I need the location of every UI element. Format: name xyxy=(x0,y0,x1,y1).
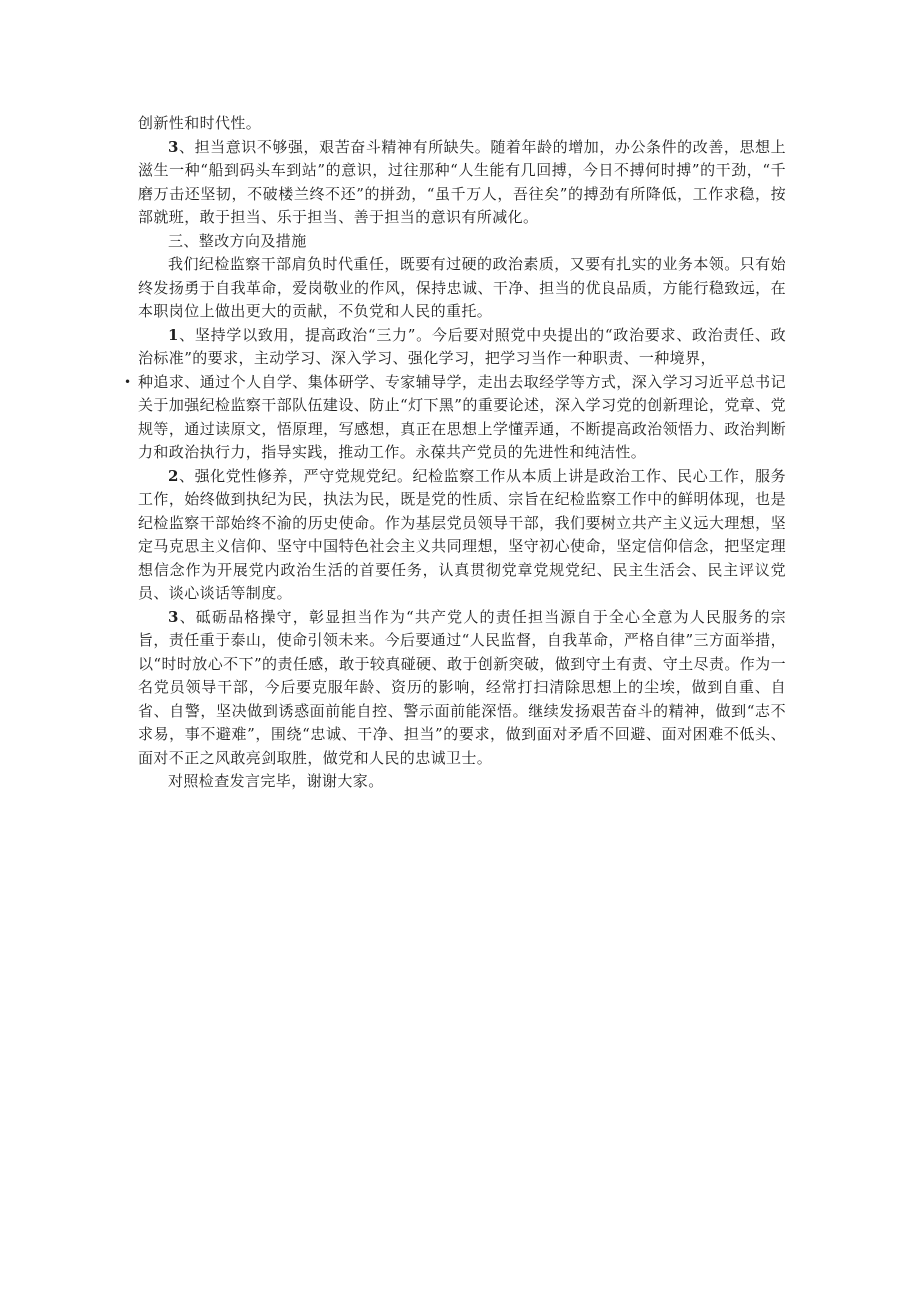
paragraph-issue-3 xyxy=(138,136,786,230)
paragraph-text: 创新性和时代性。 xyxy=(138,114,262,132)
paragraph-text: 、强化党性修养，严守党规党纪。纪检监察工作从本质上讲是政治工作、民心工作，服务工作，始终做到执纪为民，执法为民，既是党的性质、宗旨在纪检监察工作中的鲜明体现，也是纪检监察干部始终不渝的历史使命。作为基层党员领导干部，我们要树立共产主义远大理想，坚定马克思主义信仰、坚守中国特色社会主义共同理想，坚守初心使命，坚定信仰信念，把坚定理想信念作为开展党内政治生活的首要任务，认真贯彻党章党规党纪、民主生活会、民主评议党员、谈心谈话等制度。 xyxy=(138,466,786,602)
paragraph-text: 种追求、通过个人自学、集体研学、专家辅导学，走出去取经学等方式，深入学习习近平总书记关于加强纪检监察干部队伍建设、防止“灯下黑”的重要论述，深入学习党的创新理论，党章、党规等，通过读原文，悟原理，写感想，真正在思想上学懂弄通，不断提高政治领悟力、政治判断力和政治执行力，指导实践，推动工作。永葆共产党员的先进性和纯洁性。 xyxy=(138,372,786,461)
paragraph-text: 、砥砺品格操守，彰显担当作为“共产党人的责任担当源自于全心全意为人民服务的宗旨，责任重于泰山，使命引领未来。今后要通过“人民监督，自我革命，严格自律”三方面举措，以“时时放心不下”的责任感，敢于较真碰硬、敢于创新突破，做到守土有责、守土尽责。作为一名党员领导干部，今后要克服年龄、资历的影响，经常打扫清除思想上的尘埃，做到自重、自省、自警，坚决做到诱惑面前能自控、警示面前能深悟。继续发扬艰苦奋斗的精神，做到“志不求易，事不避难”，围绕“忠诚、干净、担当”的要求，做到面对矛盾不回避、面对困难不低头、面对不正之风敢亮剑取胜，做党和人民的忠诚卫士。 xyxy=(138,607,786,767)
item-number: 1 xyxy=(168,325,179,344)
paragraph-measure-2 xyxy=(138,465,786,606)
section-heading-3 xyxy=(138,230,786,254)
paragraph-intro xyxy=(138,253,786,324)
paragraph-text: 我们纪检监察干部肩负时代重任，既要有过硬的政治素质，又要有扎实的业务本领。只有始终发扬勇于自我革命，爱岗敬业的作风，保持忠诚、干净、担当的优良品质，方能行稳致远，在本职岗位上做出更大的贡献，不负党和人民的重托。 xyxy=(138,255,786,320)
paragraph-measure-1 xyxy=(138,324,786,371)
paragraph-text: 对照检查发言完毕，谢谢大家。 xyxy=(168,772,384,790)
paragraph-text: 、坚持学以致用，提高政治“三力”。今后要对照党中央提出的“政治要求、政治责任、政治标准”的要求，主动学习、深入学习、强化学习，把学习当作一种职责、一种境界， xyxy=(138,325,786,367)
heading-text: 三、整改方向及措施 xyxy=(168,231,307,250)
paragraph-continuation xyxy=(138,371,786,465)
paragraph-measure-3 xyxy=(138,606,786,771)
paragraph-closing xyxy=(138,770,786,794)
paragraph-text: 、担当意识不够强，艰苦奋斗精神有所缺失。随着年龄的增加，办公条件的改善，思想上滋生一种“船到码头车到站”的意识，过往那种“人生能有几回搏，今日不搏何时搏”的干劲，“千磨万击还坚韧，不破楼兰终不还”的拼劲，“虽千万人，吾往矣”的搏劲有所降低，工作求稳，按部就班，敢于担当、乐于担当、善于担当的意识有所减化。 xyxy=(138,137,786,226)
item-number: 3 xyxy=(168,607,179,626)
item-number: 3 xyxy=(168,137,179,156)
item-number: 2 xyxy=(168,466,179,485)
paragraph-continuation xyxy=(138,112,786,136)
bullet-mark: • xyxy=(124,374,132,389)
document-page xyxy=(124,112,786,794)
paragraph-measure-1-continued xyxy=(124,371,786,465)
